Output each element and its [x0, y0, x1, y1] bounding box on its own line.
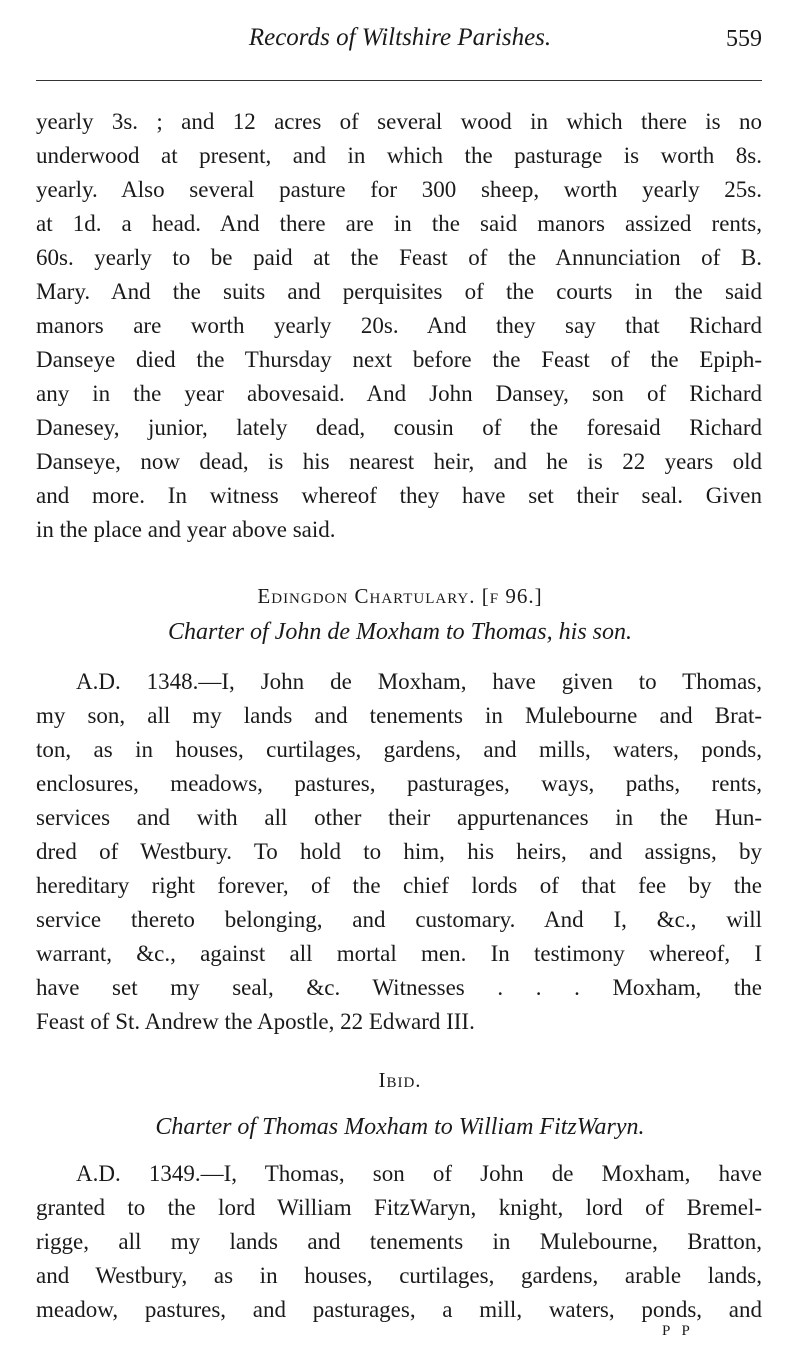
text-line: underwood at present, and in which the pasturage is worth 8s. [36, 143, 762, 168]
text-line: and Westbury, as in houses, curtilages, gardens, arable lands, [36, 1263, 762, 1288]
text-line: Mary. And the suits and perquisites of the courts in the said [36, 279, 762, 304]
paragraph-2 [36, 665, 762, 1039]
text-line: rigge, all my lands and tenements in Mulebourne, Bratton, [36, 1229, 762, 1254]
text-line: Feast of St. Andrew the Apostle, 22 Edward III. [36, 1009, 475, 1034]
text-line: yearly. Also several pasture for 300 sheep, worth yearly 25s. [36, 177, 762, 202]
text-line: meadow, pastures, and pasturages, a mill, waters, ponds, and [36, 1297, 762, 1322]
text-line: Danseye, now dead, is his nearest heir, and he is 22 years old [36, 449, 762, 474]
text-line: have set my seal, &c. Witnesses . . . Moxham, the [36, 975, 762, 1000]
page-number: 559 [726, 26, 762, 52]
text-line: A.D. 1349.—I, Thomas, son of John de Moxham, have [76, 1161, 762, 1186]
text-line: 60s. yearly to be paid at the Feast of the Annunciation of B. [36, 245, 762, 270]
text-line: service thereto belonging, and customary. And I, &c., will [36, 907, 762, 932]
paragraph-3 [36, 1157, 762, 1327]
text-line: dred of Westbury. To hold to him, his heirs, and assigns, by [36, 839, 762, 864]
running-title: Records of Wiltshire Parishes. [248, 24, 552, 51]
text-line: and more. In witness whereof they have set their seal. Given [36, 483, 762, 508]
signature-mark: P P [662, 1323, 694, 1339]
text-line: A.D. 1348.—I, John de Moxham, have given to Thomas, [76, 669, 762, 694]
text-line: hereditary right forever, of the chief lords of that fee by the [36, 873, 762, 898]
text-line: any in the year abovesaid. And John Dansey, son of Richard [36, 381, 762, 406]
section-heading-edingdon-chartulary: Edingdon Chartulary. [f 96.] [257, 584, 543, 608]
text-line: my son, all my lands and tenements in Mulebourne and Brat- [36, 703, 762, 728]
text-line: in the place and year above said. [36, 517, 336, 542]
text-line: granted to the lord William FitzWaryn, knight, lord of Bremel- [36, 1195, 762, 1220]
text-line: enclosures, meadows, pastures, pasturages, ways, paths, rents, [36, 771, 762, 796]
text-line: Danseye died the Thursday next before the Feast of the Epiph- [36, 347, 762, 372]
section-heading-ibid: Ibid. [378, 1068, 422, 1092]
text-line: yearly 3s. ; and 12 acres of several wood in which there is no [36, 109, 762, 134]
section-subtitle-2: Charter of Thomas Moxham to William FitzWaryn. [155, 1114, 645, 1140]
text-line: Danesey, junior, lately dead, cousin of the foresaid Richard [36, 415, 762, 440]
header-rule [36, 80, 762, 81]
section-subtitle-1: Charter of John de Moxham to Thomas, his son. [168, 619, 632, 645]
text-line: ton, as in houses, curtilages, gardens, and mills, waters, ponds, [36, 737, 762, 762]
text-line: services and with all other their appurtenances in the Hun- [36, 805, 762, 830]
text-line: warrant, &c., against all mortal men. In testimony whereof, I [36, 941, 762, 966]
paragraph-1 [36, 105, 762, 547]
text-line: at 1d. a head. And there are in the said manors assized rents, [36, 211, 762, 236]
text-line: manors are worth yearly 20s. And they say that Richard [36, 313, 762, 338]
